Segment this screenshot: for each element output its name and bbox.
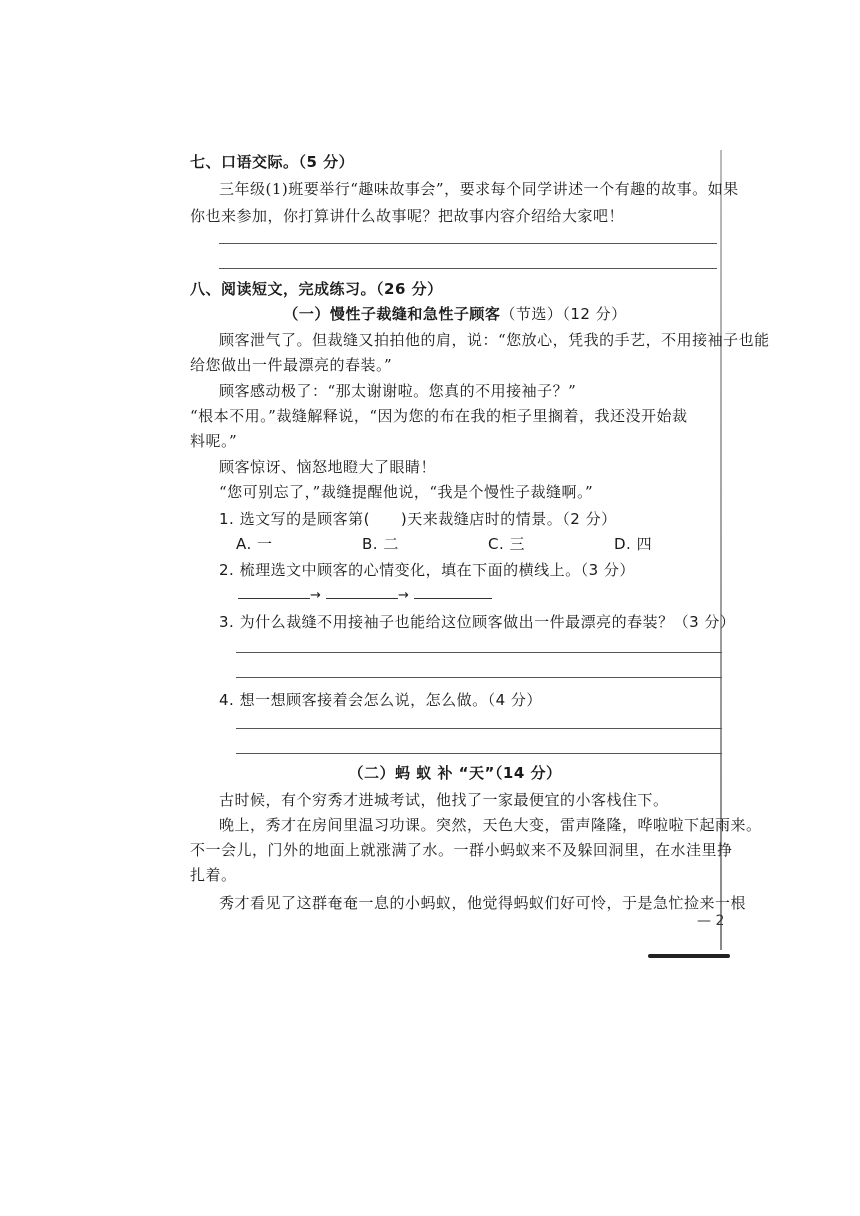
part1-title-note: （节选）（12 分） bbox=[500, 305, 627, 323]
part1-title: （一）慢性子裁缝和急性子顾客 bbox=[283, 305, 501, 323]
right-arrow-icon: → bbox=[310, 588, 321, 603]
question-1: 1. 选文写的是顾客第( )天来裁缝店时的情景。（2 分） bbox=[219, 510, 617, 528]
q4-answer-line-1[interactable] bbox=[236, 728, 722, 729]
question-4: 4. 想一想顾客接着会怎么说，怎么做。（4 分） bbox=[219, 691, 542, 709]
section7-paragraph-line1: 三年级(1)班要举行“趣味故事会”，要求每个同学讲述一个有趣的故事。如果 bbox=[219, 180, 739, 198]
q1-option-b[interactable]: B. 二 bbox=[362, 535, 399, 553]
part2-line: 古时候，有个穷秀才进城考试，他找了一家最便宜的小客栈住下。 bbox=[219, 791, 669, 809]
q4-answer-line-2[interactable] bbox=[236, 753, 722, 754]
part2-line: 不一会儿，门外的地面上就涨满了水。一群小蚂蚁来不及躲回洞里，在水洼里挣 bbox=[190, 841, 733, 859]
section8-heading: 八、阅读短文，完成练习。（26 分） bbox=[190, 280, 443, 298]
q1-option-c[interactable]: C. 三 bbox=[488, 535, 526, 553]
part1-line: “您可别忘了，”裁缝提醒他说，“我是个慢性子裁缝啊。” bbox=[219, 483, 594, 501]
part2-line: 秀才看见了这群奄奄一息的小蚂蚁，他觉得蚂蚁们好可怜，于是急忙捡来一根 bbox=[219, 894, 747, 912]
q2-blank-2[interactable] bbox=[326, 598, 398, 599]
part2-line: 扎着。 bbox=[190, 866, 237, 884]
part1-line: 顾客惊讶、恼怒地瞪大了眼睛！ bbox=[219, 458, 437, 476]
part1-line: 顾客泄气了。但裁缝又拍拍他的肩，说：“您放心，凭我的手艺，不用接袖子也能 bbox=[219, 331, 770, 349]
section7-answer-line-1[interactable] bbox=[219, 243, 717, 244]
q3-answer-line-1[interactable] bbox=[236, 652, 722, 653]
part1-line: “根本不用。”裁缝解释说，“因为您的布在我的柜子里搁着，我还没开始裁 bbox=[190, 407, 688, 425]
section7-answer-line-2[interactable] bbox=[219, 268, 717, 269]
part1-line: 顾客感动极了：“那太谢谢啦。您真的不用接袖子？” bbox=[219, 382, 577, 400]
q2-blank-1[interactable] bbox=[238, 598, 310, 599]
q1-option-a[interactable]: A. 一 bbox=[236, 535, 273, 553]
part2-line: 晚上，秀才在房间里温习功课。突然，天色大变，雷声隆隆，哗啦啦下起雨来。 bbox=[219, 816, 762, 834]
question-2: 2. 梳理选文中顾客的心情变化，填在下面的横线上。（3 分） bbox=[219, 561, 635, 579]
section7-paragraph-line2: 你也来参加，你打算讲什么故事呢？把故事内容介绍给大家吧！ bbox=[190, 207, 625, 225]
part2-title: （二）蚂 蚁 补 “天”（14 分） bbox=[348, 764, 562, 782]
section7-heading: 七、口语交际。（5 分） bbox=[190, 153, 355, 171]
part1-line: 给您做出一件最漂亮的春装。” bbox=[190, 356, 393, 374]
page-number: — 2 bbox=[697, 913, 725, 929]
q2-blank-3[interactable] bbox=[414, 598, 492, 599]
question-3: 3. 为什么裁缝不用接袖子也能给这位顾客做出一件最漂亮的春装？（3 分） bbox=[219, 613, 736, 631]
q1-option-d[interactable]: D. 四 bbox=[614, 535, 653, 553]
right-arrow-icon: → bbox=[398, 588, 409, 603]
part1-line: 料呢。” bbox=[190, 432, 238, 450]
q3-answer-line-2[interactable] bbox=[236, 677, 722, 678]
part1-title-row bbox=[190, 303, 720, 324]
